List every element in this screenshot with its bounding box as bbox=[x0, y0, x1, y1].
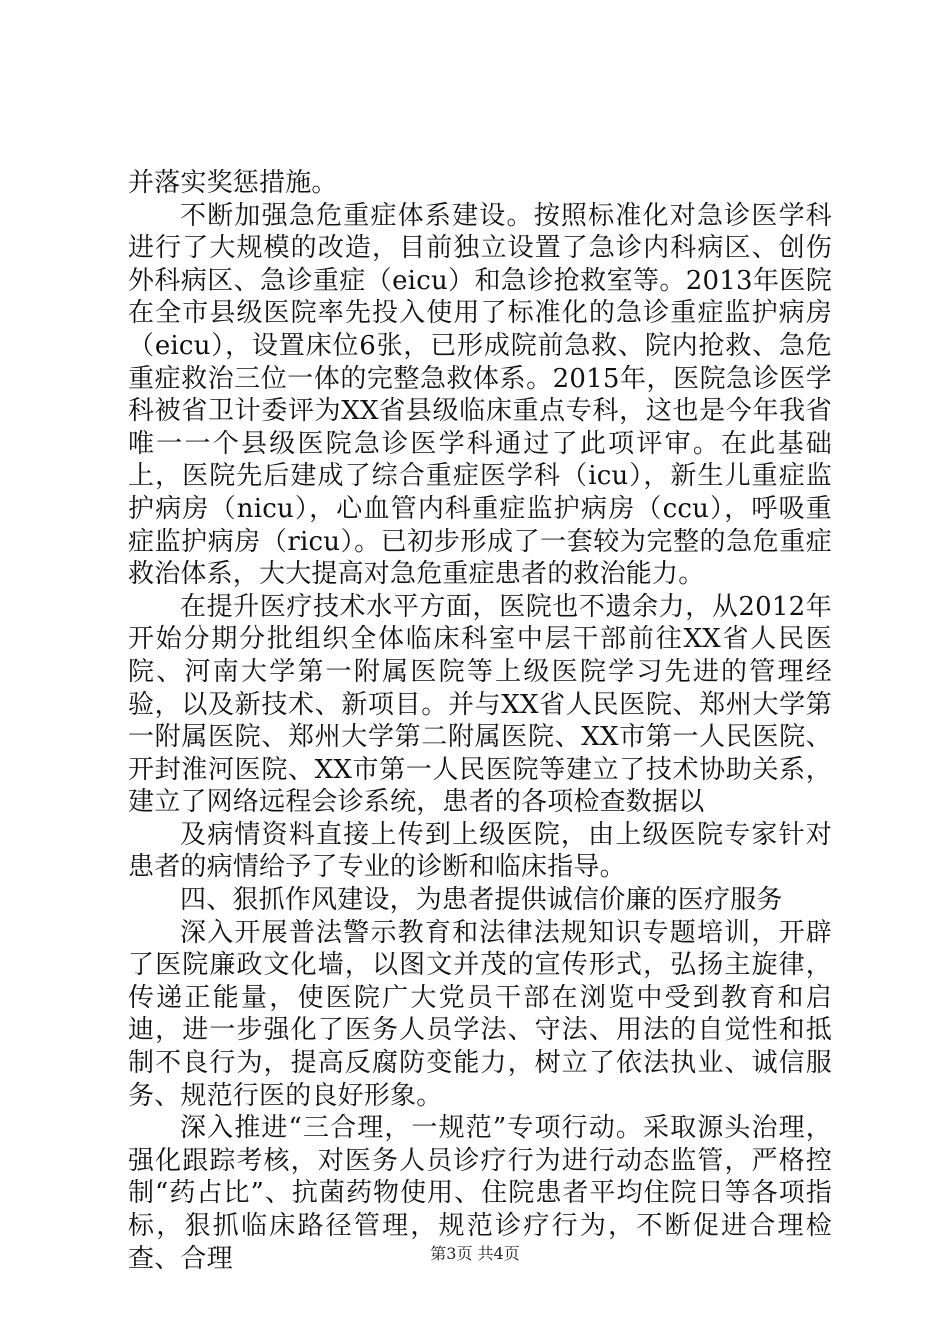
paragraph-5: 深入开展普法警示教育和法律法规知识专题培训，开辟了医院廉政文化墙，以图文并茂的宣传形式，弘扬主旋律，传递正能量，使医院广大党员干部在浏览中受到教育和启迪，进一步强化了医务人员学法、守法、用法的自觉性和抵制不良行为，提高反腐防变能力，树立了依法执业、诚信服务、规范行医的良好形象。 bbox=[128, 917, 832, 1111]
paragraph-1: 并落实奖惩措施。 bbox=[128, 168, 338, 198]
paragraph-6: 深入推进“三合理，一规范”专项行动。采取源头治理，强化跟踪考核，对医务人员诊疗行为进行动态监管，严格控制“药占比”、抗菌药物使用、住院患者平均住院日等各项指标，狠抓临床路径管理，规范诊疗行为，不断促进合理检查、合理 bbox=[128, 1113, 832, 1274]
page-footer bbox=[0, 1244, 950, 1264]
paragraph-4: 及病情资料直接上传到上级医院，由上级医院专家针对患者的病情给予了专业的诊断和临床指导。 bbox=[128, 819, 832, 883]
document-body bbox=[128, 167, 832, 1275]
page-number: 第3页 共4页 bbox=[430, 1244, 520, 1263]
section-heading: 四、狠抓作风建设，为患者提供诚信价廉的医疗服务 bbox=[180, 885, 783, 916]
paragraph-2: 不断加强急危重症体系建设。按照标准化对急诊医学科进行了大规模的改造，目前独立设置了急诊内科病区、创伤外科病区、急诊重症（eicu）和急诊抢救室等。2013年医院在全市县级医院率先投入使用了标准化的急诊重症监护病房（eicu），设置床位6张，已形成院前急救、院内抢救、急危重症救治三位一体的完整急救体系。2015年，医院急诊医学科被省卫计委评为XX省县级临床重点专科，这也是今年我省唯一一个县级医院急诊医学科通过了此项评审。在此基础上，医院先后建成了综合重症医学科（icu），新生儿重症监护病房（nicu），心血管内科重症监护病房（ccu），呼吸重症监护病房（ricu）。已初步形成了一套较为完整的急危重症救治体系，大大提高对急危重症患者的救治能力。 bbox=[128, 200, 832, 590]
paragraph-3: 在提升医疗技术水平方面，医院也不遗余力，从2012年开始分期分批组织全体临床科室中层干部前往XX省人民医院、河南大学第一附属医院等上级医院学习先进的管理经验，以及新技术、新项目。并与XX省人民医院、郑州大学第一附属医院、郑州大学第二附属医院、XX市第一人民医院、开封淮河医院、XX市第一人民医院等建立了技术协助关系，建立了网络远程会诊系统，患者的各项检查数据以 bbox=[128, 591, 832, 818]
